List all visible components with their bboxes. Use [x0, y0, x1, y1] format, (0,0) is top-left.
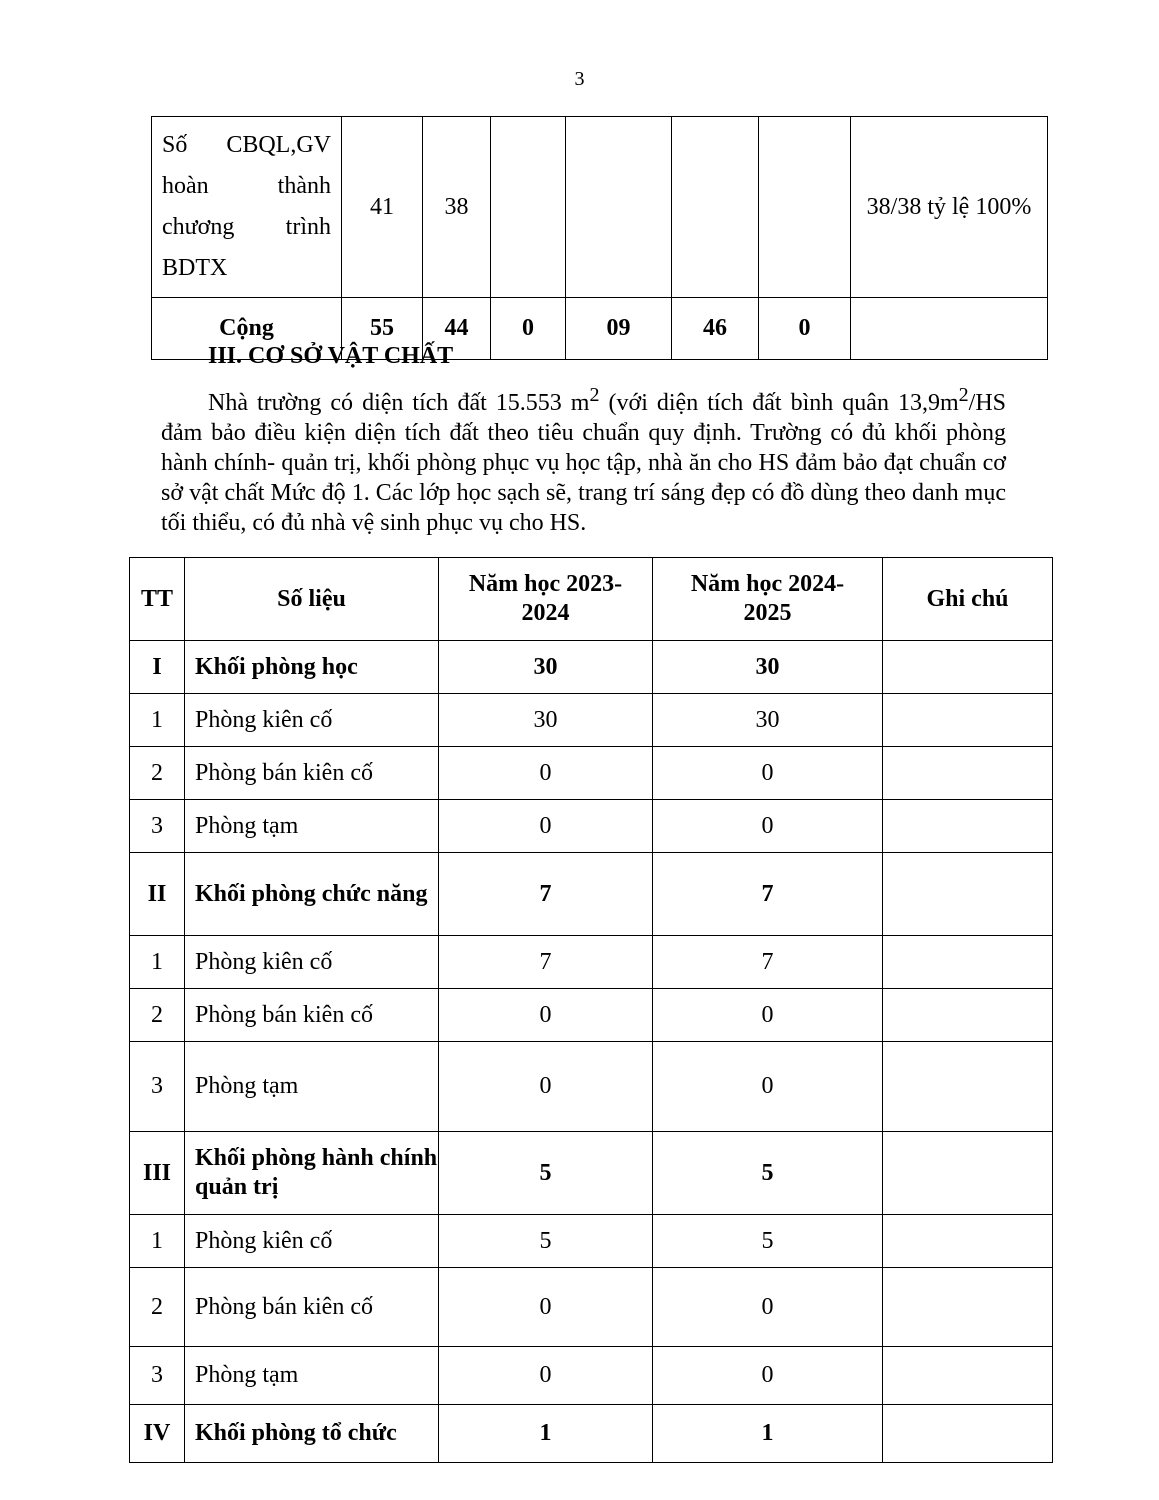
- table-row: [130, 694, 1053, 747]
- row-tt: 1: [130, 936, 185, 989]
- row-description: [152, 117, 342, 298]
- table-row: [130, 853, 1053, 936]
- table-row: [130, 1347, 1053, 1405]
- header-year2: Năm học 2024-2025: [653, 558, 883, 641]
- row-tt: 2: [130, 1268, 185, 1347]
- row-year2: 0: [653, 800, 883, 853]
- row-year2: 30: [653, 641, 883, 694]
- row-name: Khối phòng hành chính quản trị: [185, 1132, 439, 1215]
- row-tt: IV: [130, 1405, 185, 1463]
- header-note: Ghi chú: [883, 558, 1053, 641]
- row-name: Phòng tạm: [185, 1042, 439, 1132]
- row-name: Phòng bán kiên cố: [185, 1268, 439, 1347]
- row-year1: 0: [439, 989, 653, 1042]
- description-line: BDTX: [162, 255, 228, 281]
- row-note: [883, 800, 1053, 853]
- row-year2: 30: [653, 694, 883, 747]
- table-cell: 0: [491, 298, 566, 360]
- row-tt: 2: [130, 989, 185, 1042]
- table-row: [130, 641, 1053, 694]
- section-heading: III. CƠ SỞ VẬT CHẤT: [208, 343, 454, 369]
- paragraph-text: /HS đảm bảo điều kiện diện tích đất theo tiêu chuẩn quy định. Trường có đủ khối phòng hành chính- quản trị, khối phòng phục vụ học tập, nhà ăn cho HS đảm bảo đạt chuẩn cơ sở vật chất Mức độ 1. Các lớp học sạch sẽ, trang trí sáng đẹp có đồ dùng theo danh mục tối thiểu, có đủ nhà vệ sinh phục vụ cho HS.: [161, 390, 1007, 536]
- facility-table-body: [130, 641, 1053, 1463]
- row-note: [883, 989, 1053, 1042]
- row-note: [883, 1132, 1053, 1215]
- row-note: [883, 853, 1053, 936]
- row-note: [883, 694, 1053, 747]
- header-row: [130, 558, 1053, 641]
- table-row: [130, 1042, 1053, 1132]
- description-line: Số CBQL,GV: [162, 132, 331, 158]
- row-note: [883, 1268, 1053, 1347]
- row-year1: 0: [439, 1347, 653, 1405]
- section-paragraph: [161, 384, 1007, 538]
- total-label: Cộng: [152, 298, 342, 360]
- description-line: chương trình: [162, 214, 331, 240]
- row-year1: 0: [439, 800, 653, 853]
- row-name: Phòng tạm: [185, 1347, 439, 1405]
- header-year1: Năm học 2023-2024: [439, 558, 653, 641]
- row-tt: III: [130, 1132, 185, 1215]
- row-year2: 0: [653, 989, 883, 1042]
- row-name: Phòng kiên cố: [185, 694, 439, 747]
- table-cell: [672, 117, 759, 298]
- row-note: [883, 641, 1053, 694]
- row-year2: 1: [653, 1405, 883, 1463]
- table-cell: 55: [342, 298, 423, 360]
- table-cell: [759, 117, 851, 298]
- row-year1: 7: [439, 936, 653, 989]
- row-name: Khối phòng học: [185, 641, 439, 694]
- facility-table: [129, 557, 1053, 1463]
- row-name: Phòng tạm: [185, 800, 439, 853]
- row-name: Phòng kiên cố: [185, 936, 439, 989]
- table-row: [152, 117, 1048, 298]
- row-note: [883, 1347, 1053, 1405]
- table-row: [130, 989, 1053, 1042]
- row-year2: 0: [653, 1042, 883, 1132]
- row-year2: 7: [653, 853, 883, 936]
- row-tt: I: [130, 641, 185, 694]
- table-cell: [566, 117, 672, 298]
- table-row: [130, 1132, 1053, 1215]
- table-row: [130, 1215, 1053, 1268]
- table-cell: 09: [566, 298, 672, 360]
- table-row: [130, 936, 1053, 989]
- row-tt: 3: [130, 1042, 185, 1132]
- row-name: Khối phòng chức năng: [185, 853, 439, 936]
- row-year2: 5: [653, 1215, 883, 1268]
- superscript: 2: [589, 384, 600, 406]
- header-item: Số liệu: [185, 558, 439, 641]
- table-cell-note: [851, 298, 1048, 360]
- paragraph-text: Nhà trường có diện tích đất 15.553 m: [208, 390, 590, 416]
- row-year1: 5: [439, 1132, 653, 1215]
- row-note: [883, 1042, 1053, 1132]
- table-cell: [491, 117, 566, 298]
- row-year1: 0: [439, 1268, 653, 1347]
- row-year1: 30: [439, 641, 653, 694]
- row-tt: 1: [130, 1215, 185, 1268]
- row-note: [883, 936, 1053, 989]
- table-row: [130, 747, 1053, 800]
- table-cell-note: 38/38 tỷ lệ 100%: [851, 117, 1048, 298]
- row-year2: 0: [653, 1347, 883, 1405]
- row-note: [883, 1405, 1053, 1463]
- row-name: Phòng kiên cố: [185, 1215, 439, 1268]
- row-year1: 0: [439, 747, 653, 800]
- paragraph-text: (với diện tích đất bình quân 13,9m: [599, 390, 959, 416]
- row-year1: 0: [439, 1042, 653, 1132]
- row-year2: 0: [653, 747, 883, 800]
- table-row: [130, 1268, 1053, 1347]
- row-tt: 3: [130, 1347, 185, 1405]
- page-number: 3: [574, 68, 585, 90]
- row-year2: 7: [653, 936, 883, 989]
- table-cell: 41: [342, 117, 423, 298]
- row-name: Phòng bán kiên cố: [185, 747, 439, 800]
- row-note: [883, 747, 1053, 800]
- staff-training-table: [151, 116, 1048, 360]
- description-line: hoàn thành: [162, 173, 331, 199]
- row-tt: II: [130, 853, 185, 936]
- table-row: [130, 1405, 1053, 1463]
- superscript: 2: [958, 384, 969, 406]
- row-name: Khối phòng tổ chức: [185, 1405, 439, 1463]
- row-year1: 7: [439, 853, 653, 936]
- row-year2: 0: [653, 1268, 883, 1347]
- row-tt: 3: [130, 800, 185, 853]
- row-year1: 5: [439, 1215, 653, 1268]
- table-cell: 0: [759, 298, 851, 360]
- row-tt: 1: [130, 694, 185, 747]
- table-cell: 44: [423, 298, 491, 360]
- header-tt: TT: [130, 558, 185, 641]
- row-year1: 1: [439, 1405, 653, 1463]
- table-row: [130, 800, 1053, 853]
- row-year1: 30: [439, 694, 653, 747]
- row-year2: 5: [653, 1132, 883, 1215]
- row-name: Phòng bán kiên cố: [185, 989, 439, 1042]
- table-cell: 46: [672, 298, 759, 360]
- row-note: [883, 1215, 1053, 1268]
- row-tt: 2: [130, 747, 185, 800]
- table-cell: 38: [423, 117, 491, 298]
